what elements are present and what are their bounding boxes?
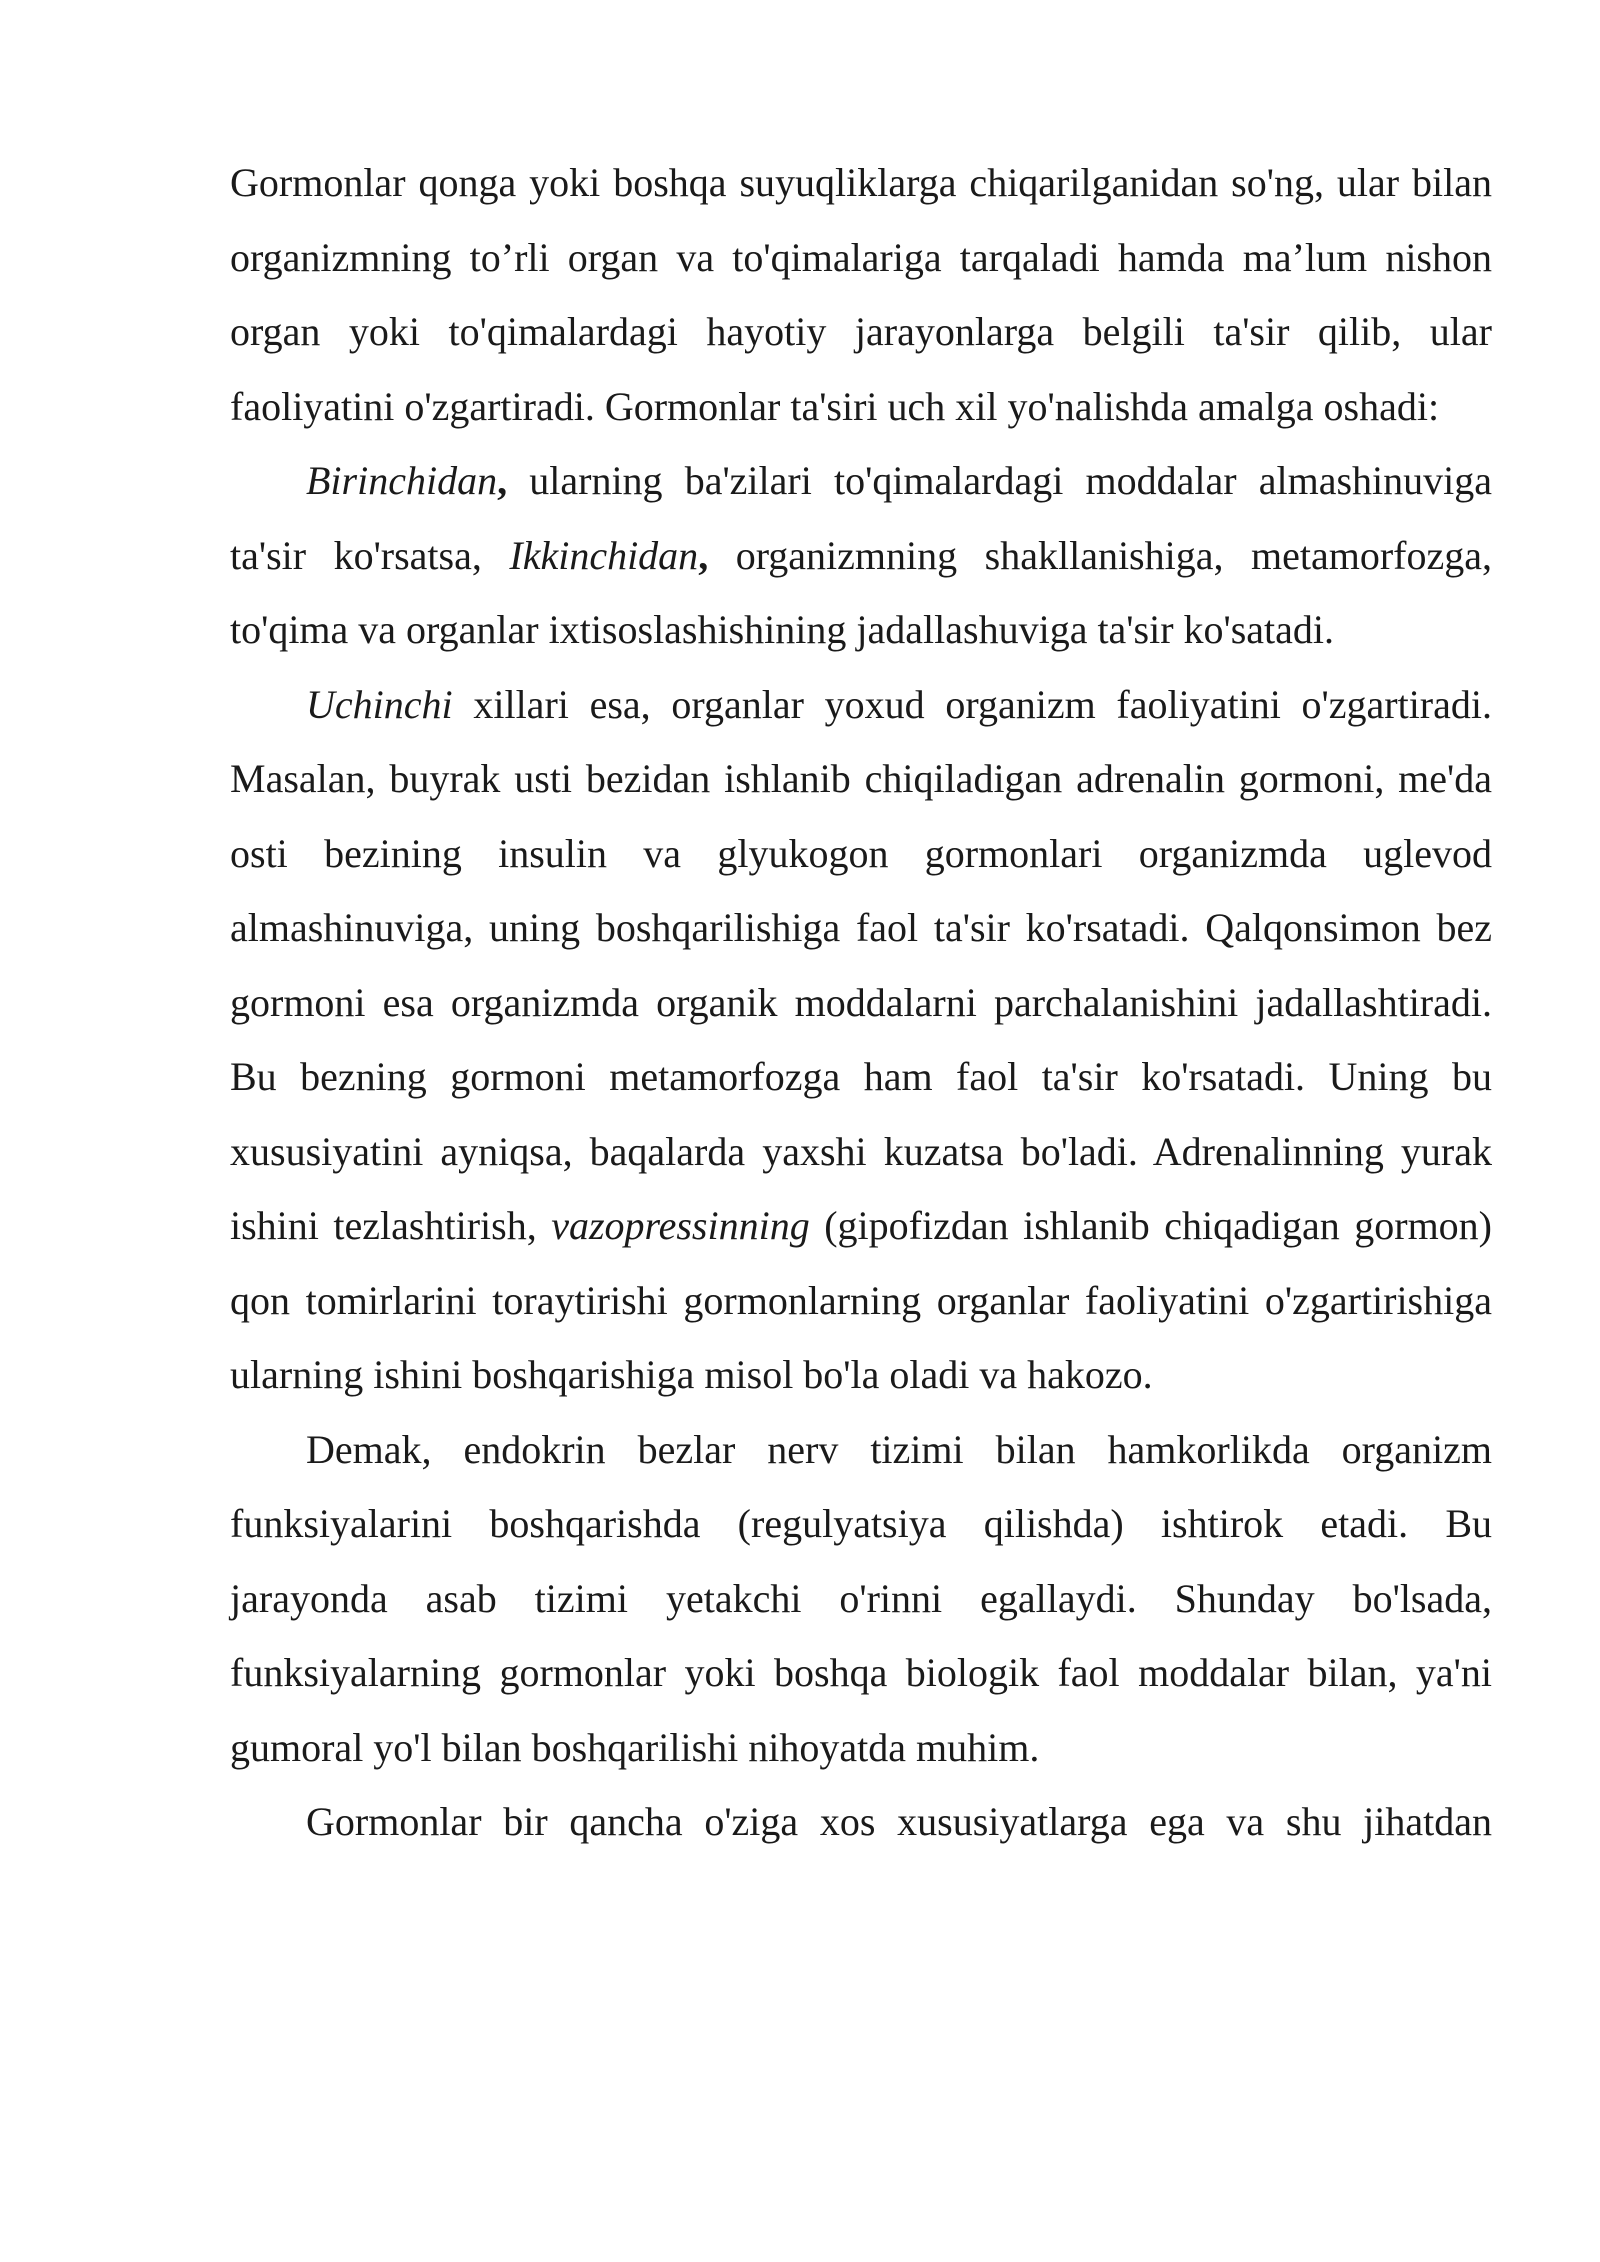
paragraph-text: Gormonlar qonga yoki boshqa suyuqliklarga chiqarilganidan so'ng, ular bilan organizmning to’rli organ va to'qimalariga tarqaladi hamda ma’lum nishon organ yoki to'qimalardagi hayotiy jarayonlarga belgili ta'sir qilib, ular faoliyatini o'zgartiradi. Gormonlar ta'siri uch xil yo'nalishda amalga oshadi: (230, 160, 1492, 429)
emphasis-ikkinchidan: Ikkinchidan (509, 532, 699, 578)
paragraph-2 (230, 444, 1492, 668)
emphasis-uchinchi: Uchinchi (306, 681, 453, 727)
paragraph-text: Demak, endokrin bezlar nerv tizimi bilan hamkorlikda organizm funksiyalarini boshqarishda (regulyatsiya qilishda) ishtirok etadi. Bu jarayonda asab tizimi yetakchi o'rinni egallaydi. Shunday bo'lsada, funksiyalarning gormonlar yoki boshqa biologik faol moddalar bilan, ya'ni gumoral yo'l bilan boshqarilishi nihoyatda muhim. (230, 1426, 1492, 1770)
bold-comma: , (698, 532, 709, 578)
paragraph-4 (230, 1413, 1492, 1786)
paragraph-5 (230, 1785, 1492, 1860)
document-body (230, 146, 1492, 1860)
paragraph-text: ularning ba'zilari to'qimalardagi moddalar almashinuviga ta'sir ko'rsatsa, (230, 458, 1492, 578)
paragraph-1 (230, 146, 1492, 444)
emphasis-vazopressinning: vazopressinning (551, 1203, 810, 1248)
paragraph-text: organizmning shakllanishiga, metamorfozga, to'qima va organlar ixtisoslashishining jadallashuviga ta'sir ko'satadi. (230, 532, 1492, 652)
emphasis-birinchidan: Birinchidan (306, 458, 498, 503)
paragraph-3 (230, 668, 1492, 1413)
paragraph-text: Gormonlar bir qancha o'ziga xos xususiyatlarga ega va shu jihatdan (306, 1799, 1492, 1844)
paragraph-text: (gipofizdan ishlanib chiqadigan gormon) qon tomirlarini toraytirishi gormonlarning organlar faoliyatini o'zgartirishiga ularning ishini boshqarishiga misol bo'la oladi va hakozo. (230, 1203, 1493, 1397)
bold-comma: , (497, 458, 508, 503)
paragraph-text: xillari esa, organlar yoxud organizm faoliyatini o'zgartiradi. Masalan, buyrak usti bezidan ishlanib chiqiladigan adrenalin gormoni, me'da osti bezining insulin va glyukogon gormonlari organizmda uglevod almashinuviga, uning boshqarilishiga faol ta'sir ko'rsatadi. Qalqonsimon bez gormoni esa organizmda organik moddalarni parchalanishini jadallashtiradi. Bu bezning gormoni metamorfozga ham faol ta'sir ko'rsatadi. Uning bu xususiyatini ayniqsa, baqalarda yaxshi kuzatsa bo'ladi. Adrenalinning yurak ishini tezlashtirish, (230, 681, 1492, 1248)
